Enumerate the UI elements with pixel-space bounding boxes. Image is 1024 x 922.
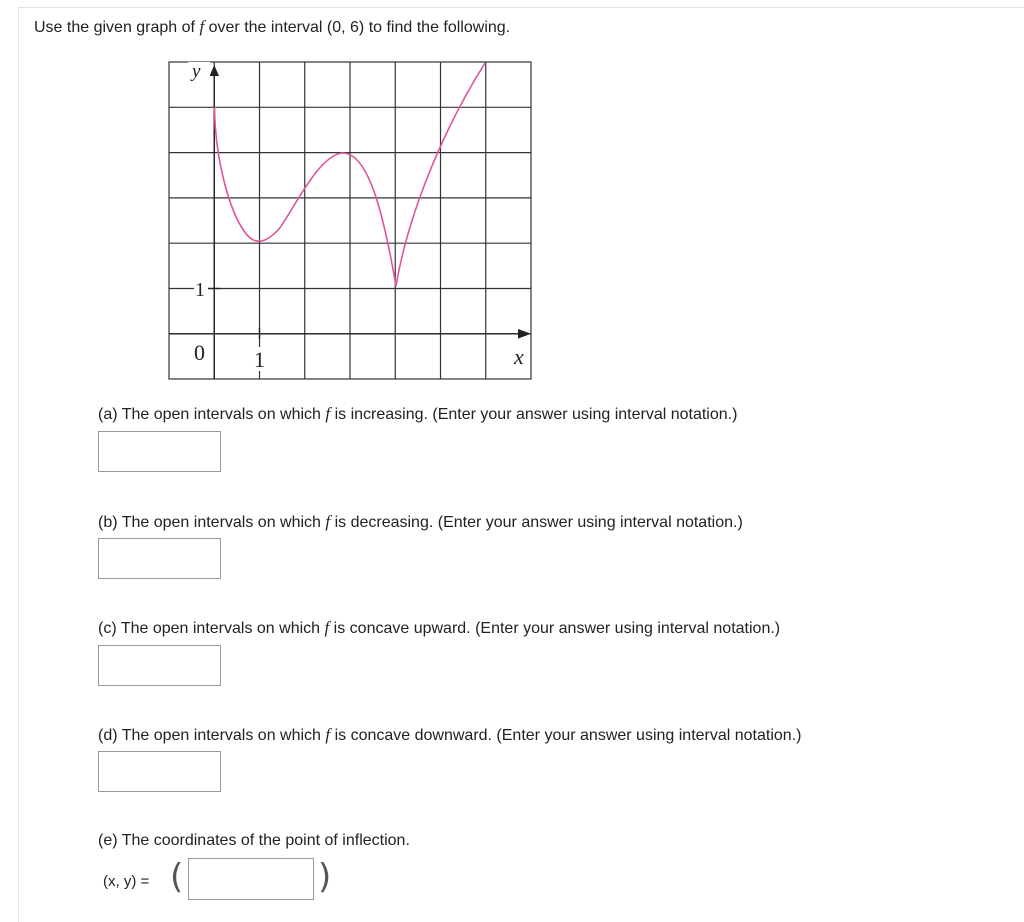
y-tick-label: 1 [195,279,205,301]
function-graph [168,61,532,381]
question-d-post: is concave downward. (Enter your answer using interval notation.) [330,727,802,744]
question-d-pre: (d) The open intervals on which [98,727,326,744]
question-e: (e) The coordinates of the point of inflection. [98,832,410,849]
question-b [98,512,743,533]
intro-suffix: over the interval (0, 6) to find the following. [204,19,511,36]
intro-function-name: f [199,17,205,36]
intro-prefix: Use the given graph of [34,19,200,36]
problem-statement [34,17,510,38]
origin-label: 0 [194,340,205,365]
question-c-function-name: f [324,618,330,637]
x-axis-arrow-icon [518,329,531,339]
question-b-pre: (b) The open intervals on which [98,514,326,531]
frame-border-top [18,7,1024,8]
y-axis-arrow-icon [210,65,220,76]
question-d-function-name: f [325,725,331,744]
x-tick-label: 1 [254,347,265,372]
frame-border-left [18,7,19,922]
inflection-point-input[interactable] [188,858,314,900]
question-c-post: is concave upward. (Enter your answer using interval notation.) [329,620,781,637]
answer-b-input[interactable] [98,538,221,579]
question-a-post: is increasing. (Enter your answer using interval notation.) [330,406,738,423]
answer-c-input[interactable] [98,645,221,686]
answer-a-input[interactable] [98,431,221,472]
open-paren: ( [170,857,184,897]
answer-d-input[interactable] [98,751,221,792]
close-paren: ) [318,857,332,897]
question-b-post: is decreasing. (Enter your answer using interval notation.) [330,514,743,531]
graph-axes [169,75,520,379]
x-axis-label: x [514,344,524,369]
question-a [98,404,737,425]
question-c-pre: (c) The open intervals on which [98,620,325,637]
question-a-pre: (a) The open intervals on which [98,406,326,423]
y-axis-label: y [192,61,201,82]
question-d [98,725,801,746]
question-c [98,618,780,639]
graph-grid [169,62,531,379]
question-b-function-name: f [325,512,331,531]
xy-label: (x, y) = [103,873,150,890]
question-a-function-name: f [325,404,331,423]
